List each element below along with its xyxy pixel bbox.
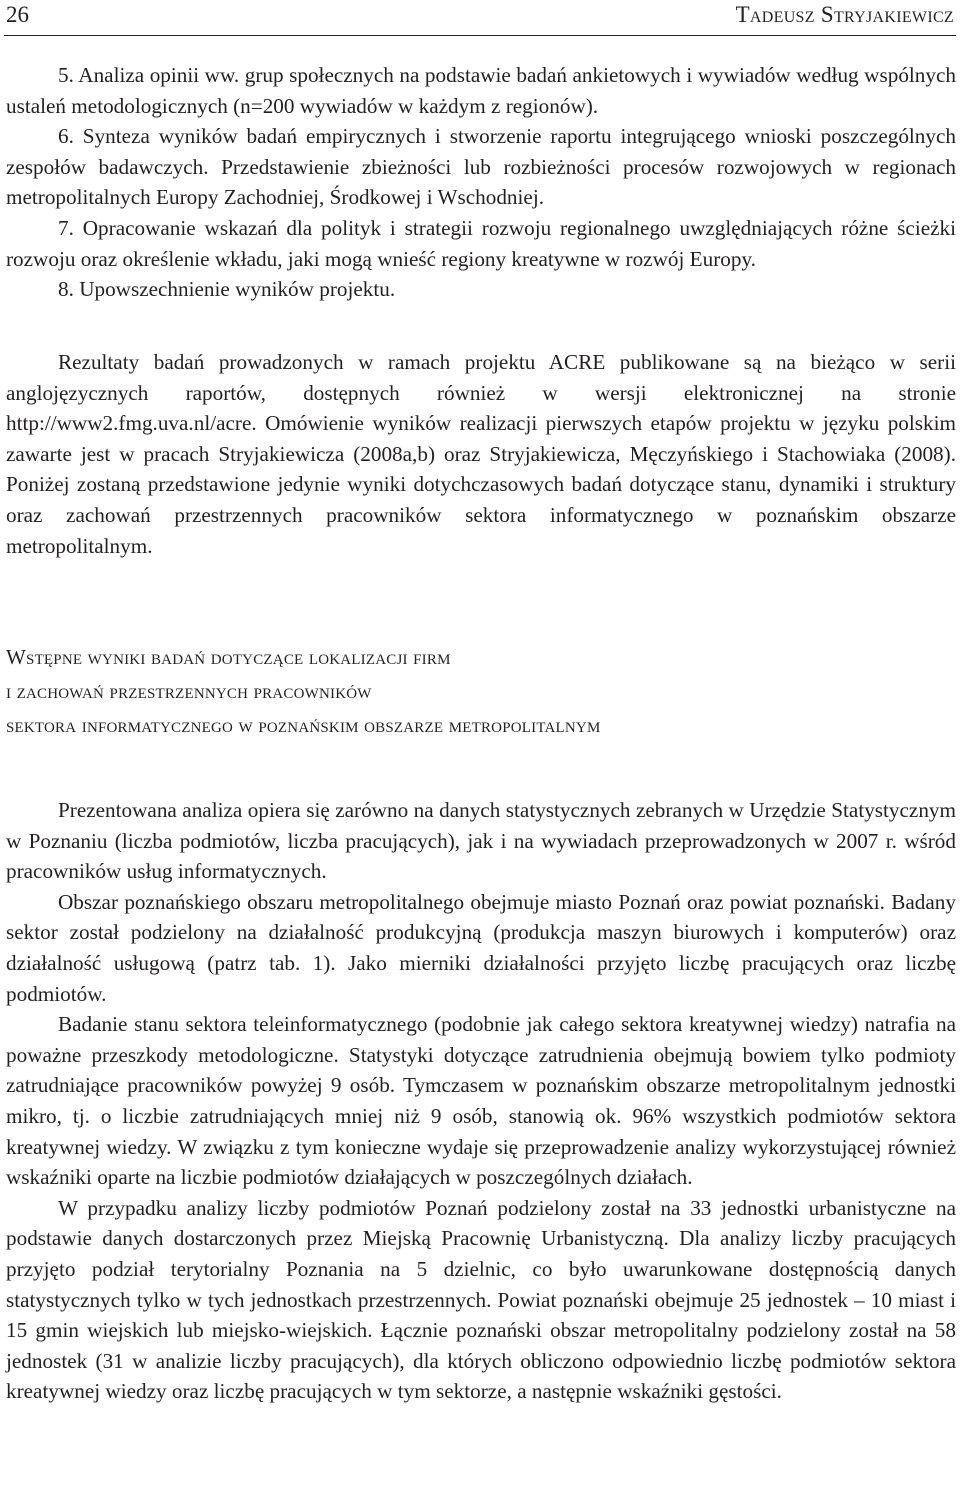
section-title-line: Wstępne wyniki badań dotyczące lokalizacji firm [6,645,451,669]
intro-paragraph: Rezultaty badań prowadzonych w ramach projektu ACRE publikowane są na bieżąco w serii anglojęzycznych raportów, dostępnych również w wersji elektronicznej na stronie http://www2.fmg.uva.nl/acre. Omówienie wyników realizacji pierwszych etapów projektu w języku polskim zawarte jest w pracach Stryjakiewicza (2008a,b) oraz Stryjakiewicza, Męczyńskiego i Stachowiaka (2008). Poniżej zostaną przedstawione jedynie wyniki dotychczasowych badań dotyczące stanu, dynamiki i struktury oraz zachowań przestrzennych pracowników sektora informatycznego w poznańskim obszarze metropolitalnym. [6,350,956,558]
section-title-line: i zachowań przestrzennych pracowników [6,679,372,703]
list-item: 6. Synteza wyników badań empirycznych i stworzenie raportu integrującego wnioski poszczególnych zespołów badawczych. Przedstawienie zbieżności lub rozbieżności procesów rozwojowych w regionach metropolitalnych Europy Zachodniej, Środkowej i Wschodniej. [6,124,956,210]
page-header [4,0,956,36]
methodology-list [6,60,956,305]
intro-block [6,347,956,561]
list-item: 5. Analiza opinii ww. grup społecznych na podstawie badań ankietowych i wywiadów według wspólnych ustaleń metodologicznych (n=200 wywiadów w każdym z regionów). [6,63,956,118]
running-head: Tadeusz Stryjakiewicz [735,2,954,27]
list-item: 8. Upowszechnienie wyników projektu. [58,277,396,302]
body-paragraph: Prezentowana analiza opiera się zarówno na danych statystycznych zebranych w Urzędzie Statystycznym w Poznaniu (liczba podmiotów, liczba pracujących), jak i na wywiadach przeprowadzonych w 2007 r. wśród pracowników usług informatycznych. [6,798,956,884]
body-paragraph: Badanie stanu sektora teleinformatycznego (podobnie jak całego sektora kreatywnej wiedzy) natrafia na poważne przeszkody metodologiczne. Statystyki dotyczące zatrudnienia obejmują bowiem tylko podmioty zatrudniające pracowników powyżej 9 osób. Tymczasem w poznańskim obszarze metropolitalnym jednostki mikro, tj. o liczbie zatrudniających mniej niż 9 osób, stanowią ok. 96% wszystkich podmiotów sektora kreatywnej wiedzy. W związku z tym konieczne wydaje się przeprowadzenie analizy wykorzystującej również wskaźniki oparte na liczbie podmiotów działających w poszczególnych działach. [6,1012,956,1190]
section-title-line: sektora informatycznego w poznańskim obszarze metropolitalnym [6,713,601,737]
section-title [6,640,946,742]
header-rule [4,35,956,36]
body-paragraph: W przypadku analizy liczby podmiotów Poznań podzielony został na 33 jednostki urbanistyczne na podstawie danych dostarczonych przez Miejską Pracownię Urbanistyczną. Dla analizy liczby pracujących przyjęto podział terytorialny Poznania na 5 dzielnic, co było uwarunkowane dostępnością danych statystycznych tylko w tych jednostkach przestrzennych. Powiat poznański obejmuje 25 jednostek – 10 miast i 15 gmin wiejskich lub miejsko-wiejskich. Łącznie poznański obszar metropolitalny podzielony został na 58 jednostek (31 w analizie liczby pracujących), dla których obliczono odpowiednio liczbę podmiotów sektora kreatywnej wiedzy oraz liczbę pracujących w tym sektorze, a następnie wskaźniki gęstości. [6,1195,956,1404]
list-item: 7. Opracowanie wskazań dla polityk i strategii rozwoju regionalnego uwzględniających różne ścieżki rozwoju oraz określenie wkładu, jaki mogą wnieść regiony kreatywne w rozwój Europy. [6,215,956,271]
page-number: 26 [6,2,29,27]
body-paragraph: Obszar poznańskiego obszaru metropolitalnego obejmuje miasto Poznań oraz powiat poznański. Badany sektor został podzielony na działalność produkcyjną (produkcja maszyn biurowych i komputerów) oraz działalność usługową (patrz tab. 1). Jako mierniki działalności przyjęto liczbę pracujących oraz liczbę podmiotów. [6,889,956,1006]
body-text [6,795,956,1407]
